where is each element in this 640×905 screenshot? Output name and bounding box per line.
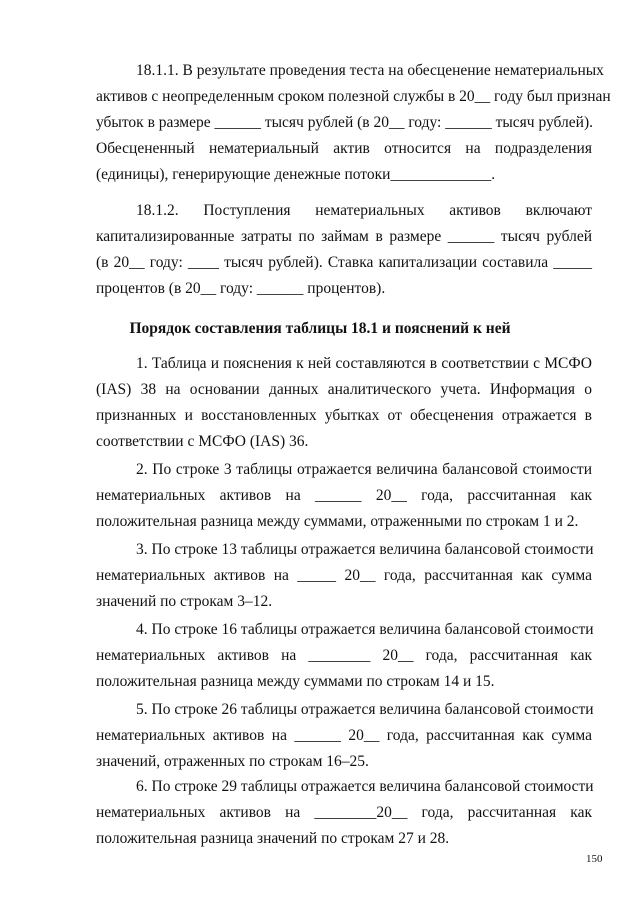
text-line: капитализированные затраты по займам в размере ______ тысяч рублей — [96, 228, 592, 245]
text-line: значений по строкам 3–12. — [96, 593, 273, 610]
text-line: значений, отраженных по строкам 16–25. — [96, 753, 369, 770]
text-line: убыток в размере ______ тысяч рублей (в 20__ году: ______ тысяч рублей). — [96, 114, 594, 131]
text-line: 18.1.2. Поступления нематериальных активов включают — [136, 202, 592, 219]
text-line: нематериальных активов на ______ 20__ года, рассчитанная как сумма — [96, 727, 592, 744]
text-line: активов с неопределенным сроком полезной службы в 20__ году был признан — [96, 88, 611, 105]
text-line: нематериальных активов на ________20__ года, рассчитанная как — [96, 804, 592, 821]
text-line: 18.1.1. В результате проведения теста на обесценение нематериальных — [136, 62, 604, 79]
text-line: 5. По строке 26 таблицы отражается величина балансовой стоимости — [136, 701, 594, 718]
text-line: (в 20__ году: ____ тысяч рублей). Ставка капитализации составила _____ — [96, 254, 592, 271]
text-line: нематериальных активов на _____ 20__ года, рассчитанная как сумма — [96, 567, 592, 584]
section-heading: Порядок составления таблицы 18.1 и пояснений к ней — [129, 320, 511, 337]
text-line: Обесцененный нематериальный актив относится на подразделения — [96, 140, 592, 157]
text-line: соответствии с МСФО (IAS) 36. — [96, 433, 309, 450]
text-line: признанных и восстановленных убытках от обесценения отражается в — [96, 407, 592, 424]
text-line: положительная разница между суммами по строкам 14 и 15. — [96, 673, 495, 690]
text-line: 6. По строке 29 таблицы отражается величина балансовой стоимости — [136, 778, 594, 795]
text-line: 1. Таблица и пояснения к ней составляются в соответствии с МСФО — [136, 355, 592, 372]
text-line: 4. По строке 16 таблицы отражается величина балансовой стоимости — [136, 621, 594, 638]
text-line: процентов (в 20__ году: ______ процентов). — [96, 280, 386, 297]
text-line: (IAS) 38 на основании данных аналитического учета. Информация о — [96, 381, 592, 398]
text-line: (единицы), генерирующие денежные потоки_____________. — [96, 166, 496, 183]
text-line: 3. По строке 13 таблицы отражается величина балансовой стоимости — [136, 541, 594, 558]
text-line: нематериальных активов на ______ 20__ года, рассчитанная как — [96, 487, 592, 504]
text-line: положительная разница значений по строкам 27 и 28. — [96, 830, 450, 847]
page-number: 150 — [586, 853, 603, 865]
text-line: 2. По строке 3 таблицы отражается величина балансовой стоимости — [136, 461, 592, 478]
text-line: нематериальных активов на ________ 20__ года, рассчитанная как — [96, 647, 592, 664]
text-line: положительная разница между суммами, отраженными по строкам 1 и 2. — [96, 513, 579, 530]
